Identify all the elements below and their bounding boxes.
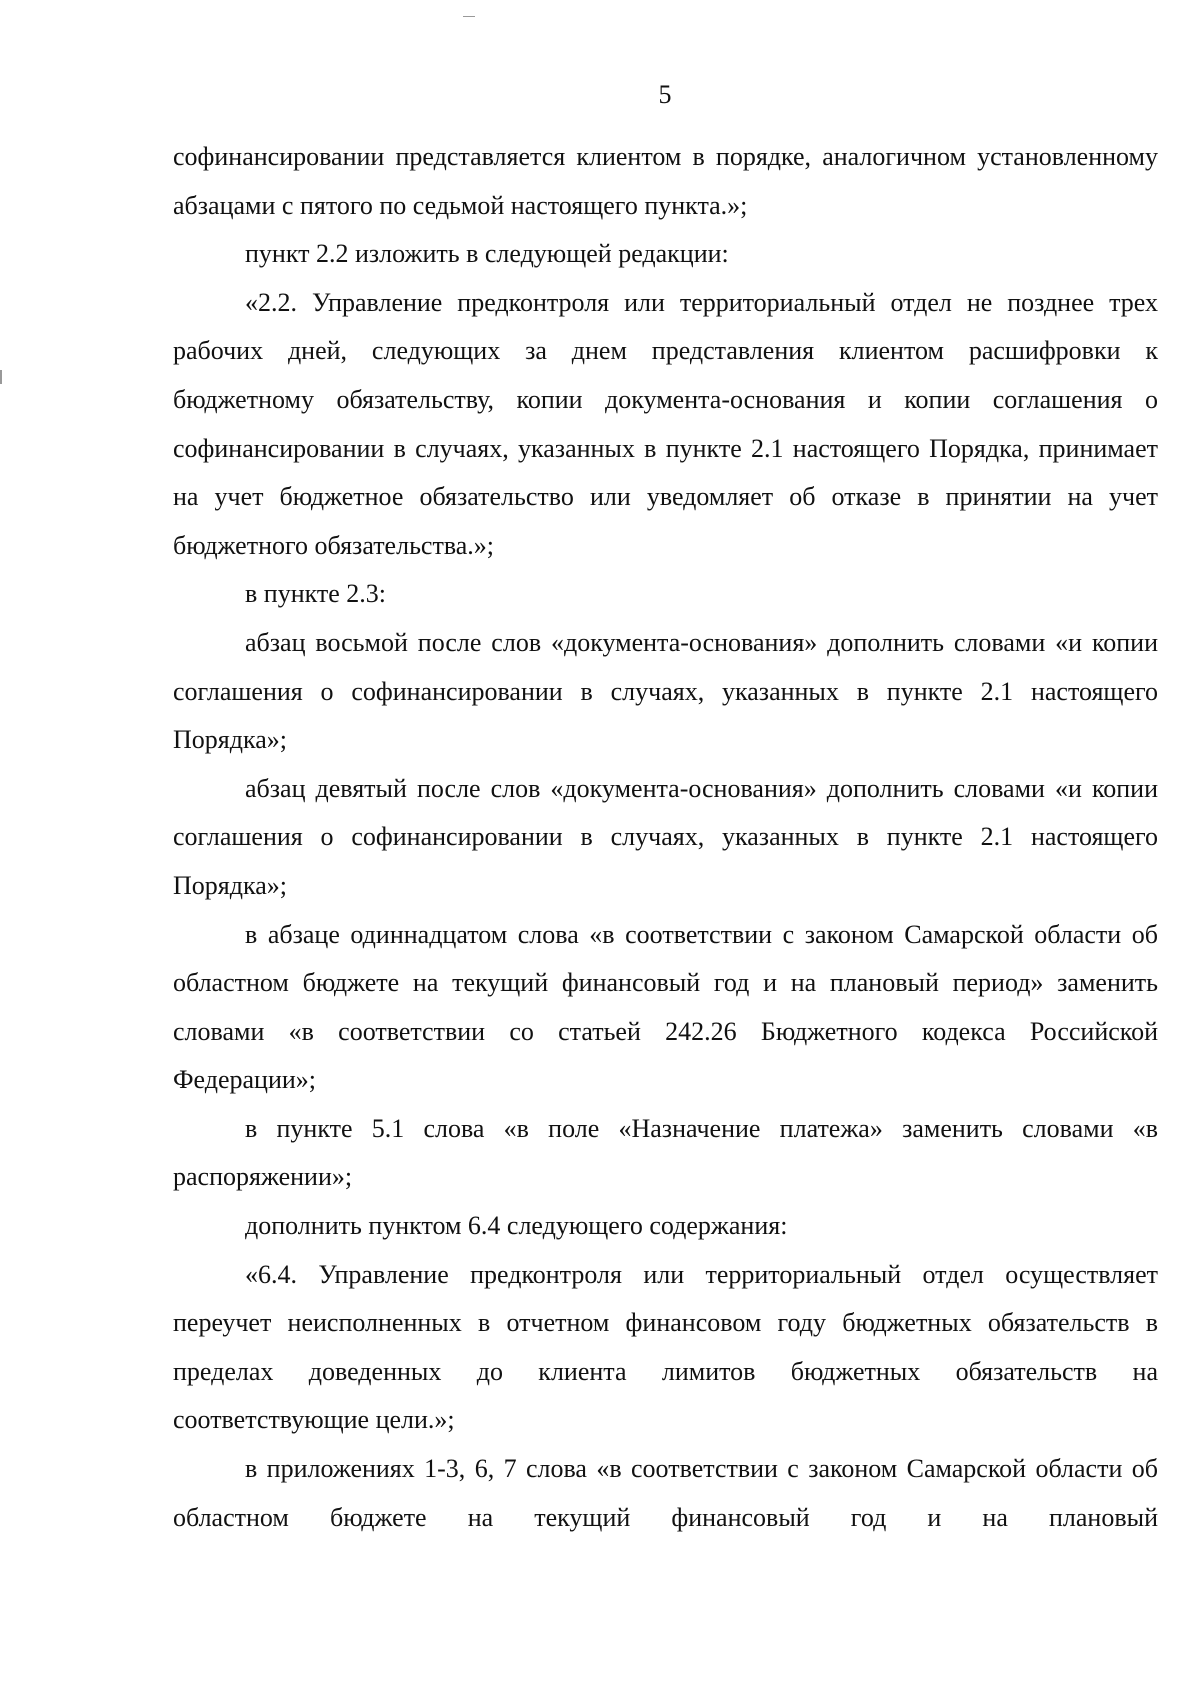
paragraph: в абзаце одиннадцатом слова «в соответствии с законом Самарской области об областном бюджете на текущий финансовый год и на плановый период» заменить словами «в соответствии со статьей 242.26 Бюджетного кодекса Российской Федерации»;	[173, 919, 1158, 1095]
paragraph: в пункте 5.1 слова «в поле «Назначение платежа» заменить словами «в распоряжении»;	[173, 1113, 1158, 1192]
page-number: 5	[658, 80, 672, 109]
paragraph: «2.2. Управление предконтроля или территориальный отдел не позднее трех рабочих дней, следующих за днем представления клиентом расшифровки к бюджетному обязательству, копии документа-основания и копии соглашения о софинансировании в случаях, указанных в пункте 2.1 настоящего Порядка, принимает на учет бюджетное обязательство или уведомляет об отказе в принятии на учет бюджетного обязательства.»;	[173, 287, 1158, 560]
paragraph: софинансировании представляется клиентом в порядке, аналогичном установленному абзацами с пятого по седьмой настоящего пункта.»;	[173, 142, 1158, 220]
paragraph: абзац девятый после слов «документа-основания» дополнить словами «и копии соглашения о софинансировании в случаях, указанных в пункте 2.1 настоящего Порядка»;	[173, 773, 1158, 900]
scan-artifact	[463, 16, 475, 17]
document-body	[173, 133, 1158, 1542]
paragraph: в приложениях 1-3, 6, 7 слова «в соответствии с законом Самарской области об областном бюджете на текущий финансовый год и на плановый	[173, 1454, 1158, 1532]
paragraph: «6.4. Управление предконтроля или территориальный отдел осуществляет переучет неисполненных в отчетном финансовом году бюджетных обязательств в пределах доведенных до клиента лимитов бюджетных обязательств на соответствующие цели.»;	[173, 1259, 1158, 1435]
scan-artifact	[0, 370, 2, 384]
paragraph: абзац восьмой после слов «документа-основания» дополнить словами «и копии соглашения о софинансировании в случаях, указанных в пункте 2.1 настоящего Порядка»;	[173, 627, 1158, 755]
paragraph: в пункте 2.3:	[245, 579, 387, 609]
paragraph: дополнить пунктом 6.4 следующего содержания:	[245, 1211, 788, 1241]
paragraph: пункт 2.2 изложить в следующей редакции:	[245, 239, 729, 269]
